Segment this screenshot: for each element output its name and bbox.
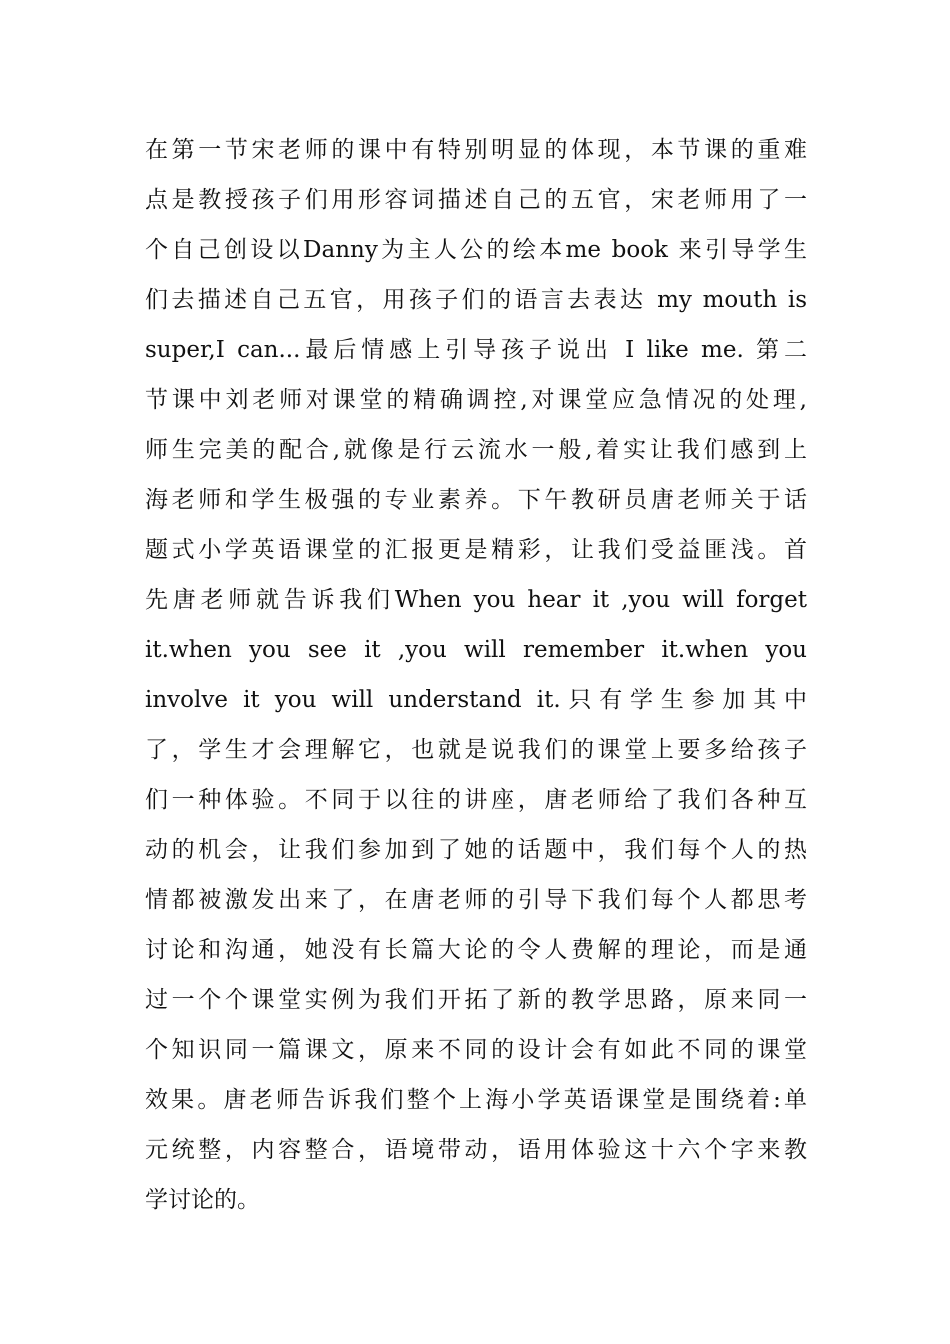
paragraph-line: 过一个个课堂实例为我们开拓了新的教学思路，原来同一 (145, 987, 807, 1013)
paragraph-line: 了，学生才会理解它，也就是说我们的课堂上要多给孩子 (145, 737, 807, 763)
paragraph-line: super,I can...最后情感上引导孩子说出 I like me. 第二 (145, 337, 807, 363)
paragraph-line: 海老师和学生极强的专业素养。下午教研员唐老师关于话 (145, 487, 807, 513)
paragraph-line: 们去描述自己五官，用孩子们的语言去表达 my mouth is (145, 287, 807, 313)
paragraph-line: 元统整，内容整合，语境带动，语用体验这十六个字来教 (145, 1137, 807, 1163)
paragraph-line: it.when you see it ,you will remember it.when you (145, 637, 807, 663)
paragraph-line: 节课中刘老师对课堂的精确调控,对课堂应急情况的处理, (145, 387, 807, 413)
paragraph-line: 们一种体验。不同于以往的讲座，唐老师给了我们各种互 (145, 787, 807, 813)
paragraph-line: 讨论和沟通，她没有长篇大论的令人费解的理论，而是通 (145, 937, 807, 963)
paragraph-line: 题式小学英语课堂的汇报更是精彩，让我们受益匪浅。首 (145, 537, 807, 563)
paragraph-line: involve it you will understand it.只有学生参加其中 (145, 687, 807, 713)
paragraph-line: 情都被激发出来了，在唐老师的引导下我们每个人都思考 (145, 887, 807, 913)
paragraph-line: 个知识同一篇课文，原来不同的设计会有如此不同的课堂 (145, 1037, 807, 1063)
body-paragraph (145, 125, 807, 1225)
paragraph-line: 效果。唐老师告诉我们整个上海小学英语课堂是围绕着:单 (145, 1087, 807, 1113)
paragraph-line: 动的机会，让我们参加到了她的话题中，我们每个人的热 (145, 837, 807, 863)
paragraph-line: 点是教授孩子们用形容词描述自己的五官，宋老师用了一 (145, 187, 807, 213)
paragraph-line: 先唐老师就告诉我们When you hear it ,you will forget (145, 587, 807, 613)
paragraph-line: 学讨论的。 (145, 1187, 260, 1213)
paragraph-line: 在第一节宋老师的课中有特别明显的体现，本节课的重难 (145, 137, 807, 163)
paragraph-line: 师生完美的配合,就像是行云流水一般,着实让我们感到上 (145, 437, 807, 463)
paragraph-line: 个自己创设以Danny为主人公的绘本me book 来引导学生 (145, 237, 807, 263)
